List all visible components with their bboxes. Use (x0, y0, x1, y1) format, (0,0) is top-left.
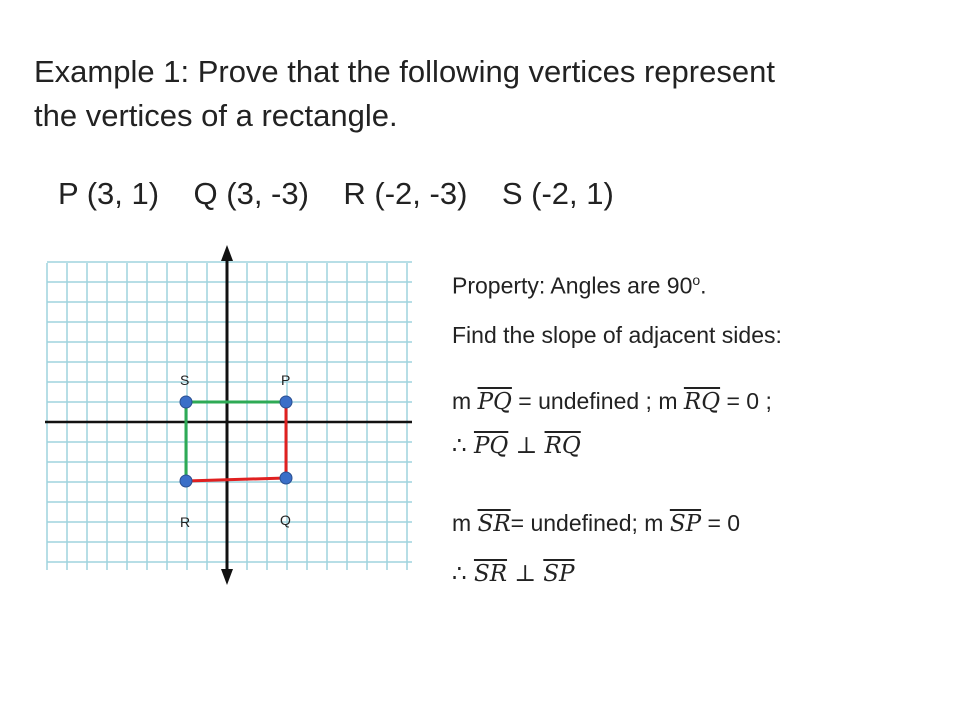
point-q (280, 472, 292, 484)
point-p (280, 396, 292, 408)
coordinate-graph (40, 245, 420, 590)
slope-m-2: m (452, 510, 478, 536)
segment-rq-2: $\overline{RQ}$ (544, 433, 581, 459)
slope-sr-value: = undefined; m (510, 510, 670, 536)
point-s (180, 396, 192, 408)
slope-sp-value: = 0 (701, 510, 741, 536)
label-r: R (180, 514, 191, 530)
perpendicular-statement-1 (452, 432, 581, 459)
side-rq (186, 478, 286, 481)
y-axis-arrow-up (221, 245, 233, 261)
point-r (180, 475, 192, 487)
segment-pq-2: $\overline{PQ}$ (473, 433, 509, 459)
perp-symbol-1: ⊥ (508, 433, 545, 459)
segment-sp-2: $\overline{SP}$ (543, 561, 575, 587)
label-s: S (180, 372, 190, 388)
label-q: Q (280, 512, 291, 528)
therefore-symbol-1: ∴ (452, 433, 474, 459)
perp-symbol-2: ⊥ (507, 561, 544, 587)
label-p: P (281, 372, 291, 388)
segment-sp: $\overline{SP}$ (669, 511, 702, 537)
find-slope-line: Find the slope of adjacent sides: (452, 322, 782, 348)
slope-equation-1 (452, 388, 772, 415)
slope-m-1: m (452, 388, 478, 414)
slope-pq-value: = undefined ; m (511, 388, 684, 414)
therefore-symbol-2: ∴ (452, 561, 474, 587)
property-line (452, 272, 707, 300)
vertices-line: P (3, 1) Q (3, -3) R (-2, -3) S (-2, 1) (58, 176, 614, 211)
slope-equation-2 (452, 510, 740, 537)
title-line-1: Example 1: Prove that the following vertices represent (34, 54, 775, 89)
slope-rq-value: = 0 ; (720, 388, 772, 414)
segment-pq: $\overline{PQ}$ (477, 389, 512, 415)
title-line-2: the vertices of a rectangle. (34, 98, 398, 133)
grid-lines (47, 262, 412, 570)
degree-symbol: o (692, 272, 701, 288)
segment-rq: $\overline{RQ}$ (683, 389, 721, 415)
segment-sr: $\overline{SR}$ (477, 511, 511, 537)
y-axis-arrow-down (221, 569, 233, 585)
slide-title (34, 50, 934, 138)
segment-sr-2: $\overline{SR}$ (473, 561, 508, 587)
perpendicular-statement-2 (452, 560, 575, 587)
property-end: . (700, 272, 707, 299)
property-text: Property: Angles are 90 (452, 272, 693, 299)
